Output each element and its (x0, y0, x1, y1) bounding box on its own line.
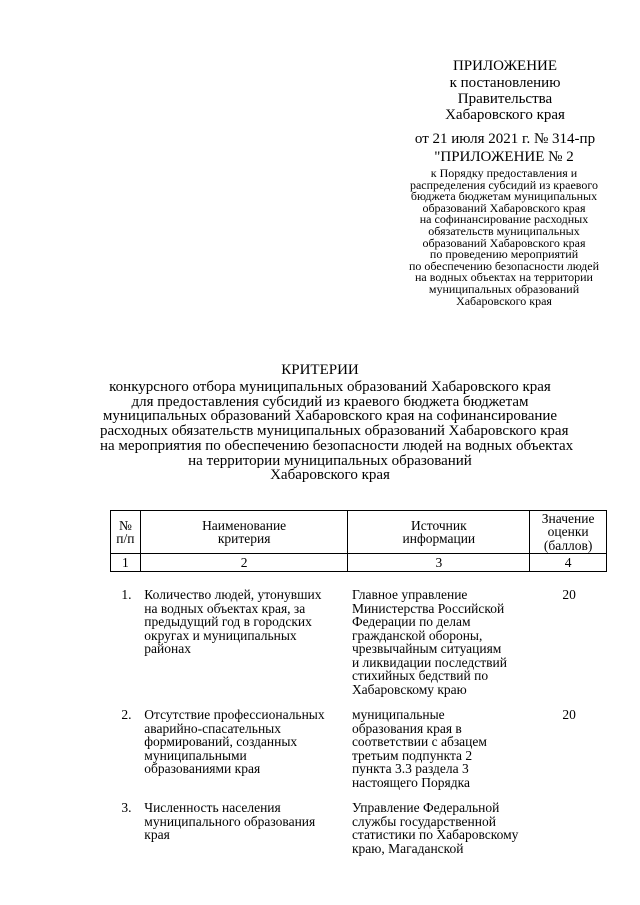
header-criterion: Наименование критерия (140, 511, 348, 554)
appendix2-line: образований Хабаровского края (422, 200, 586, 215)
appendix2-line: к Порядку предоставления и (430, 166, 578, 180)
header-source: Источник информации (348, 511, 530, 554)
row-criterion: Отсутствие профессиональных аварийно-спасательных формирований, созданных муниципальными образованиями края (144, 707, 325, 776)
row-source: Главное управление Министерства Российской Федерации по делам гражданской обороны, чрезвычайным ситуациям и ликвидации последствий стихийных бедствий по Хабаровскому краю (351, 587, 508, 697)
appendix-title: ПРИЛОЖЕНИЕ (452, 58, 558, 74)
header-score: Значение оценки (баллов) (530, 511, 607, 554)
appendix2-line: бюджета бюджетам муниципальных (410, 189, 598, 204)
header-number: № п/п (111, 511, 141, 554)
appendix2-line: распределения субсидий из краевого (409, 177, 598, 192)
appendix2-header (388, 149, 620, 307)
table-header-row (111, 511, 607, 554)
row-criterion: Численность населения муниципального образования края (144, 800, 316, 842)
criteria-title: КРИТЕРИИ (281, 362, 359, 378)
appendix2-line: муниципальных образований (428, 281, 580, 296)
appendix-line: Правительства (457, 91, 553, 107)
criteria-subtitle-line: на мероприятия по обеспечению безопасности людей на водных объектах (100, 437, 574, 454)
row-number: 3. (121, 800, 132, 815)
appendix-line: Хабаровского края (445, 107, 565, 123)
row-score: 20 (562, 707, 576, 722)
table-row (111, 708, 607, 789)
appendix-line: к постановлению (449, 75, 561, 91)
appendix-date: от 21 июля 2021 г. № 314-пр (414, 131, 596, 147)
column-number: 4 (530, 554, 607, 572)
table-row (111, 801, 607, 855)
column-number: 1 (111, 554, 141, 572)
criteria-subtitle-line: Хабаровского края (270, 467, 390, 484)
row-source: Управление Федеральной службы государственной статистики по Хабаровскому краю, Магаданской (351, 800, 519, 856)
row-score (530, 801, 607, 855)
appendix2-line: по обеспечению безопасности людей (408, 258, 599, 273)
column-number: 2 (140, 554, 348, 572)
criteria-subtitle (100, 379, 574, 484)
criteria-subtitle-line: конкурсного отбора муниципальных образований Хабаровского края (109, 379, 551, 395)
appendix-header (400, 58, 610, 147)
appendix2-line: на водных объектах на территории (415, 270, 593, 285)
appendix2-line: Хабаровского края (456, 293, 552, 308)
appendix2-line: обязательств муниципальных (428, 223, 580, 238)
row-source: муниципальные образования края в соответствии с абзацем третьим подпункта 2 пункта 3.3 раздела 3 настоящего Порядка (351, 707, 487, 790)
appendix2-line: образований Хабаровского края (422, 235, 586, 250)
criteria-subtitle-line: расходных обязательств муниципальных образований Хабаровского края (100, 423, 569, 440)
appendix2-line: на софинансирование расходных (419, 212, 589, 227)
table-column-number-row (111, 554, 607, 572)
row-number: 2. (121, 707, 132, 722)
column-number: 3 (348, 554, 530, 572)
appendix2-line: по проведению мероприятий (429, 247, 579, 262)
table-row (111, 588, 607, 696)
row-score: 20 (562, 587, 576, 602)
criteria-table (110, 510, 607, 855)
criteria-subtitle-line: для предоставления субсидий из краевого бюджета бюджетам (131, 393, 529, 410)
appendix2-title: "ПРИЛОЖЕНИЕ № 2 (434, 149, 574, 165)
row-number: 1. (121, 587, 132, 602)
criteria-subtitle-line: муниципальных образований Хабаровского края на софинансирование (102, 408, 558, 425)
criteria-subtitle-line: на территории муниципальных образований (188, 452, 472, 469)
row-criterion: Количество людей, утонувших на водных объектах края, за предыдущий год в городских округах и муниципальных районах (144, 587, 322, 656)
